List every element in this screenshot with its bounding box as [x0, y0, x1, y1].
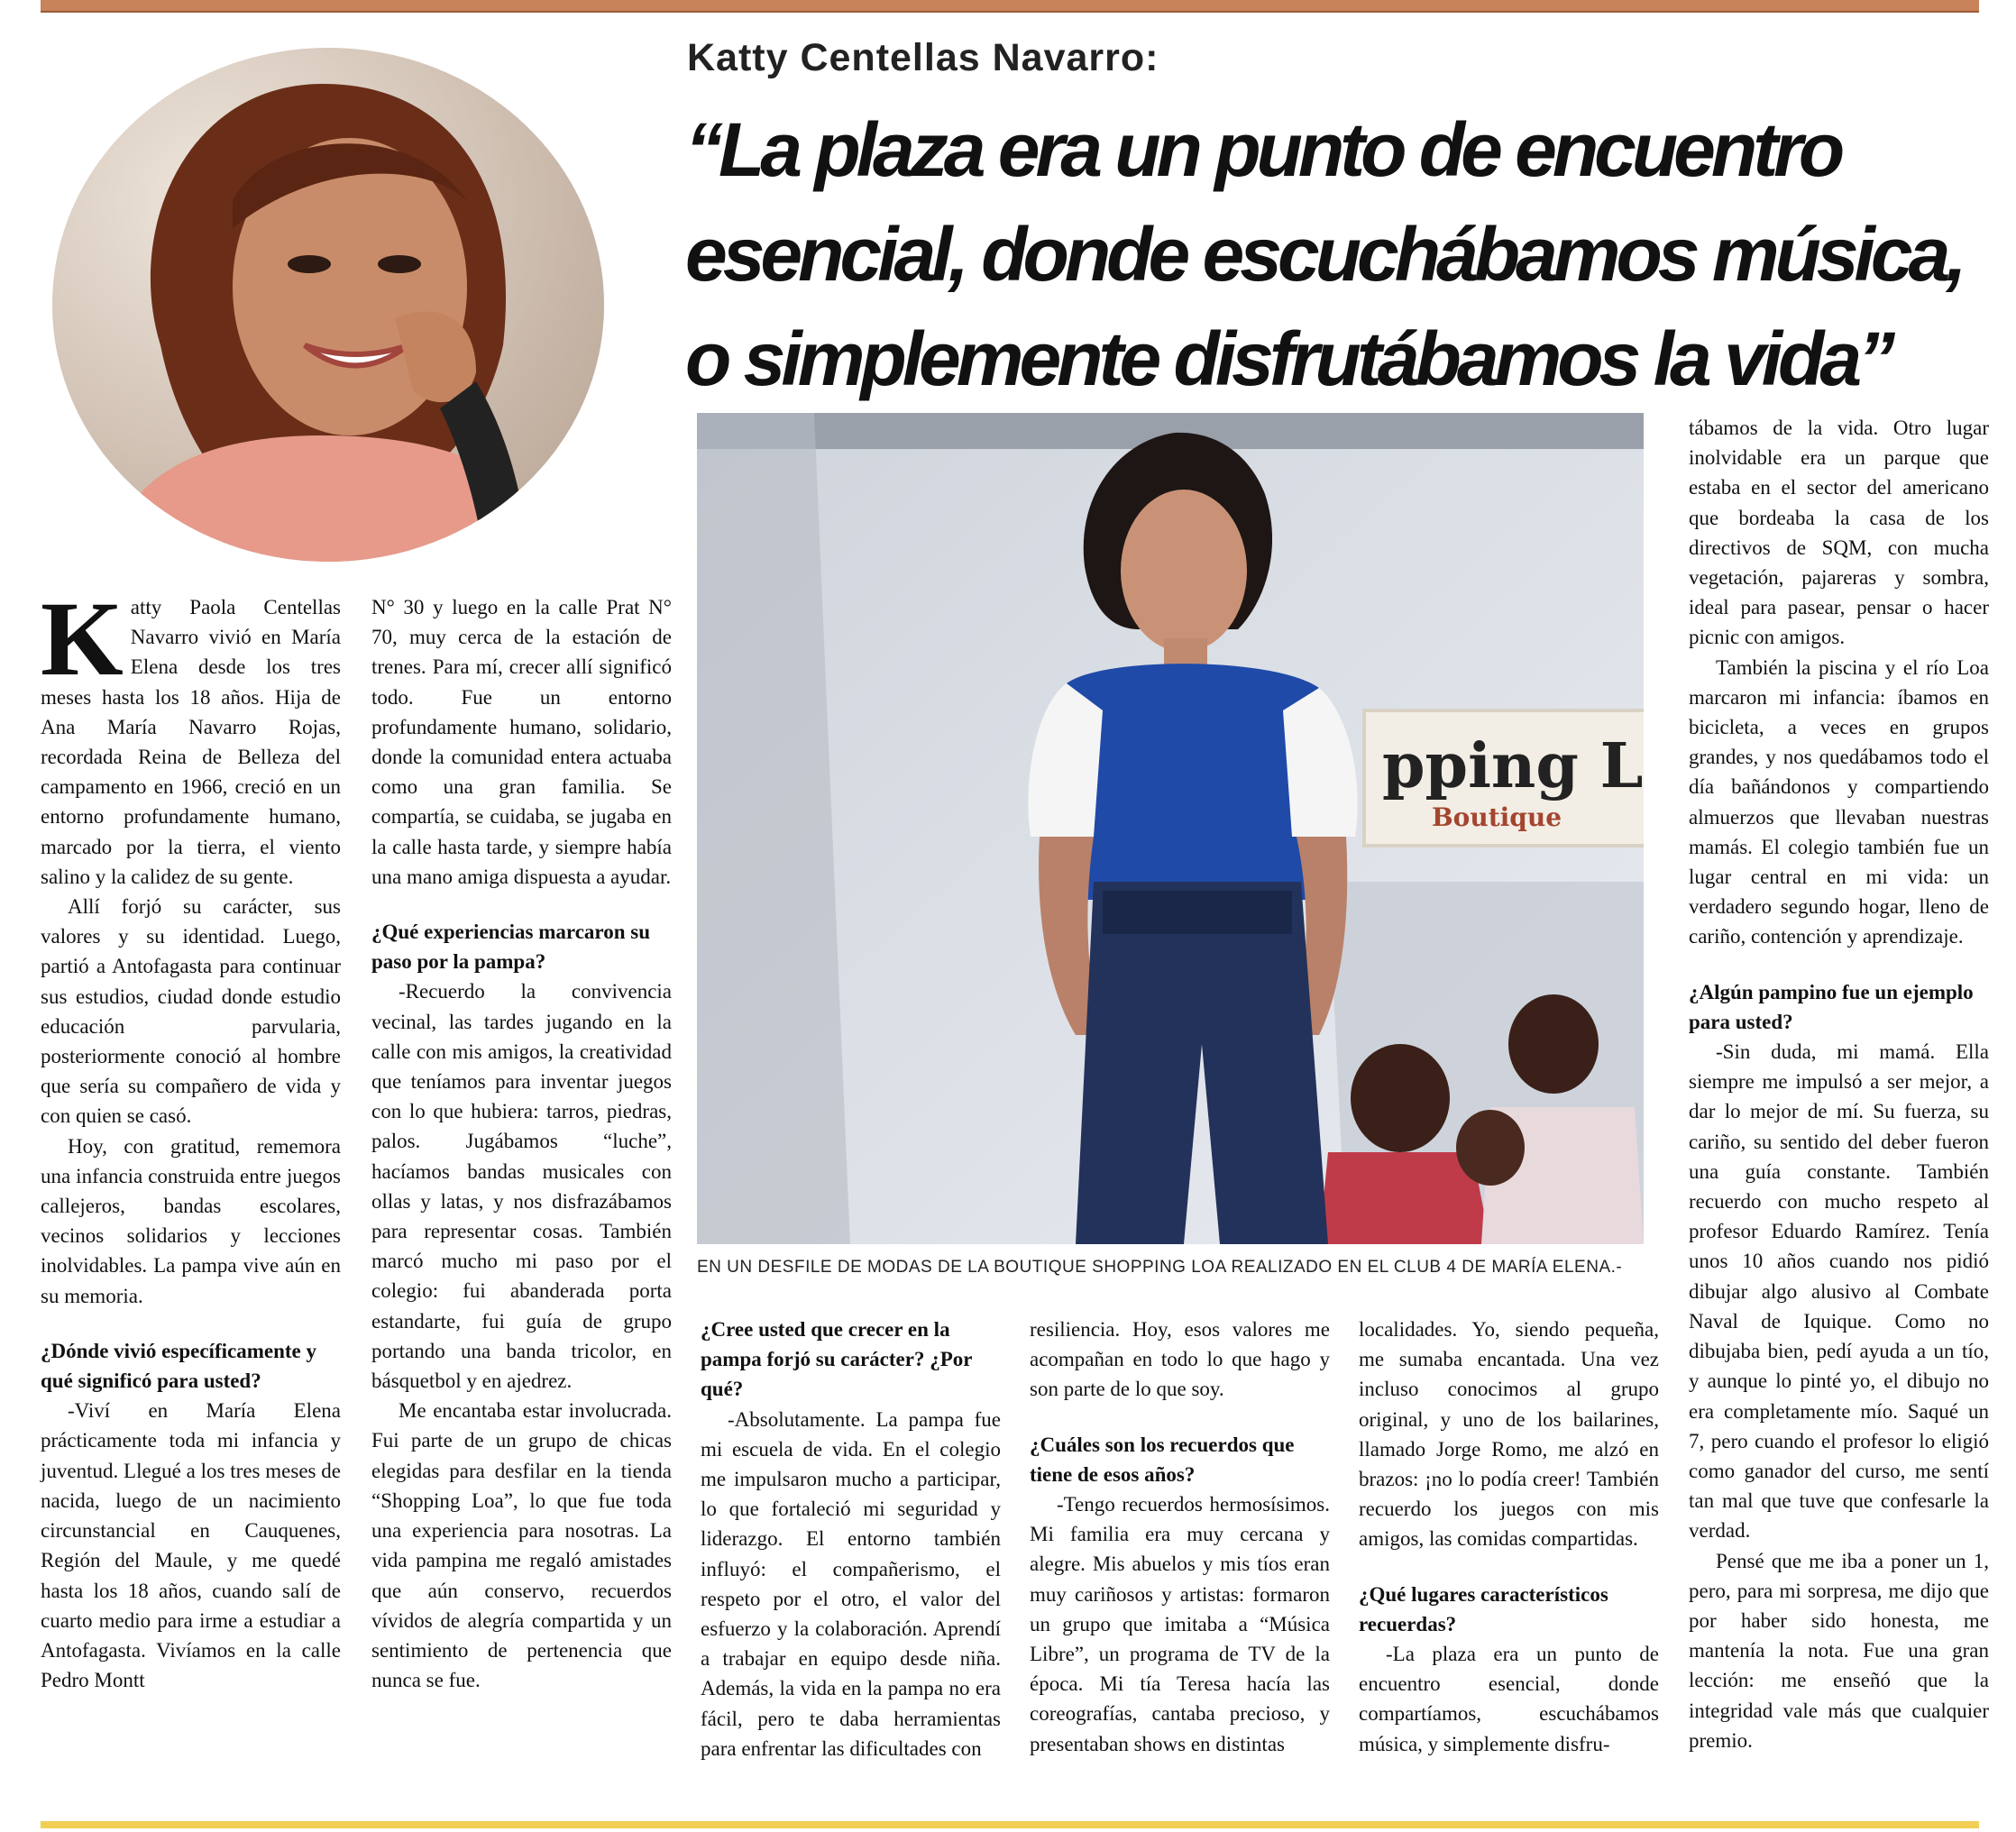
headline-line: o simplemente disfrutábamos la vida” — [685, 316, 1892, 401]
interview-answer: Me encantaba estar involucrada. Fui parte de un grupo de chicas elegidas para desfilar en la tienda “Shopping Loa”, lo que fue toda una experiencia para nosotras. La vida pampina me regaló amistades que aún conservo, recuerdos vívidos de alegría compartida y un sentimiento de pertenencia que nunca se fue. — [371, 1399, 672, 1692]
interview-answer: -Viví en María Elena prácticamente toda mi infancia y juventud. Llegué a los tres meses de nacida, luego de un nacimiento circunstancial en Cauquenes, Región del Maule, y me quedé hasta los 18 años, cuando salí de cuarto medio para irme a estudiar a Antofagasta. Vivíamos en la calle Pedro Montt — [41, 1399, 341, 1692]
article-column-5 — [1359, 1314, 1659, 1759]
interview-answer: -Sin duda, mi mamá. Ella siempre me impulsó a ser mejor, a dar lo mejor de mí. Su fuerza, su cariño, su sentido del deber fueron una guía constante. También recuerdo con mucho respeto al profesor Eduardo Ramírez. Tenía unos 10 años cuando nos pidió dibujar algo alusivo al Combate Naval de Iquique. Como no dibujaba bien, pedí ayuda a un tío, y aunque lo pinté yo, el dibujo no era completamente mío. Saqué un 7, pero cuando el profesor lo eligió como ganador del curso, me sentí tan mal que tuve que confesarle la verdad. — [1689, 1040, 1989, 1543]
boutique-sign-text: pping L — [1382, 730, 1644, 802]
top-color-strip — [41, 0, 1979, 13]
drop-cap: K — [41, 580, 124, 698]
article-column-2 — [371, 592, 672, 1695]
headline-kicker: Katty Centellas Navarro: — [687, 36, 1159, 79]
article-column-1 — [41, 580, 341, 1695]
interview-answer: resiliencia. Hoy, esos valores me acompañan en todo lo que hago y son parte de lo que soy. — [1030, 1318, 1330, 1401]
interview-answer: N° 30 y luego en la calle Prat N° 70, muy cerca de la estación de trenes. Para mí, crecer allí significó todo. Fue un entorno profundamente humano, solidario, donde la comunidad entera actuaba como una gran familia. Se compartía, se cuidaba, se jugaba en la calle hasta tarde, y siempre había una mano amiga dispuesta a ayudar. — [371, 596, 672, 888]
headline — [685, 97, 1984, 411]
intro-paragraph-text: atty Paola Centellas Navarro vivió en María Elena desde los tres meses hasta los 18 años. Hija de Ana María Navarro Rojas, recordada Reina de Belleza del campamento en 1966, creció en un entorno profundamente humano, marcado por la tierra, el viento salino y la calidez de su gente. — [41, 596, 341, 888]
portrait-photo — [52, 48, 604, 562]
headline-line: esencial, donde escuchábamos música, — [685, 212, 1963, 297]
paragraph: Hoy, con gratitud, rememora una infancia construida entre juegos callejeros, bandas escolares, vecinos solidarios y lecciones inolvidables. La pampa vive aún en su memoria. — [41, 1134, 341, 1307]
interview-answer: -Tengo recuerdos hermosísimos. Mi familia era muy cercana y alegre. Mis abuelos y mis tíos eran muy cariñosos y artistas: formaron un grupo que imitaba a “Música Libre”, un programa de TV de la época. Mi tía Teresa hacía las coreografías, cantaba precioso, y presentaban shows en distintas — [1030, 1493, 1330, 1755]
interview-answer: localidades. Yo, siendo pequeña, me sumaba encantada. Una vez incluso conocimos al grupo original, y uno de los bailarines, llamado Jorge Romo, me alzó en brazos: ¡no lo podía creer! También recuerdo los juegos con mis amigos, las comidas compartidas. — [1359, 1318, 1659, 1551]
interview-answer: También la piscina y el río Loa marcaron mi infancia: íbamos en bicicleta, a veces en grupos grandes, y nos quedábamos todo el día bañándonos y compartiendo almuerzos que llevaban nuestras mamás. El colegio también fue un lugar central en mi vida: un verdadero segundo hogar, lleno de cariño, contención y aprendizaje. — [1689, 655, 1989, 948]
headline-line: “La plaza era un punto de encuentro — [685, 107, 1841, 192]
boutique-sign-subtext: Boutique — [1432, 802, 1562, 832]
fashion-show-illustration — [697, 413, 1644, 1244]
paragraph: Allí forjó su carácter, sus valores y su identidad. Luego, partió a Antofagasta para continuar sus estudios, ciudad donde estudio educación parvularia, posteriormente conoció al hombre que sería su compañero de vida y con quien se casó. — [41, 895, 341, 1128]
interview-question: ¿Dónde vivió específicamente y qué significó para usted? — [41, 1339, 316, 1393]
interview-question: ¿Qué lugares característicos recuerdas? — [1359, 1582, 1608, 1635]
bottom-color-strip — [41, 1821, 1979, 1828]
article-column-4 — [1030, 1314, 1330, 1759]
photo-caption: EN UN DESFILE DE MODAS DE LA BOUTIQUE SHOPPING LOA REALIZADO EN EL CLUB 4 DE MARÍA ELENA.- — [697, 1258, 1623, 1277]
interview-question: ¿Cree usted que crecer en la pampa forjó su carácter? ¿Por qué? — [701, 1318, 973, 1401]
interview-answer: -Recuerdo la convivencia vecinal, las tardes jugando en la calle con mis amigos, la creatividad que teníamos para inventar juegos con lo que hubiera: tarros, piedras, palos. Jugábamos “luche”, hacíamos bandas musicales con ollas y latas, y nos disfrazábamos para representar cosas. También marcó mucho mi paso por el colegio: fui abanderada porta estandarte, fui guía de grupo portando una banda tricolor, en básquetbol y en ajedrez. — [371, 980, 672, 1393]
fashion-show-photo — [697, 413, 1644, 1244]
interview-question: ¿Cuáles son los recuerdos que tiene de esos años? — [1030, 1433, 1295, 1486]
interview-answer: -Absolutamente. La pampa fue mi escuela de vida. En el colegio me impulsaron mucho a participar, lo que fortaleció mi seguridad y liderazgo. El entorno también influyó: el compañerismo, el respeto por el otro, el valor del esfuerzo y la colaboración. Aprendí a trabajar en equipo desde niña. Además, la vida en la pampa no era fácil, pero te daba herramientas para enfrentar las dificultades con — [701, 1407, 1001, 1760]
intro-paragraph — [41, 580, 341, 892]
interview-answer: tábamos de la vida. Otro lugar inolvidable era un parque que estaba en el sector del americano que bordeaba la casa de los directivos de SQM, con mucha vegetación, pajareras y sombra, ideal para pasear, pensar o hacer picnic con amigos. — [1689, 417, 1989, 649]
article-column-6 — [1689, 413, 1989, 1755]
article-column-3 — [701, 1314, 1001, 1763]
interview-question: ¿Algún pampino fue un ejemplo para usted? — [1689, 980, 1974, 1033]
portrait-illustration — [52, 48, 604, 562]
interview-question: ¿Qué experiencias marcaron su paso por la pampa? — [371, 921, 650, 974]
interview-answer: Pensé que me iba a poner un 1, pero, para mi sorpresa, me dijo que por haber sido honesta, me mantenía la nota. Fue una gran lección: me enseñó que la integridad vale más que cualquier premio. — [1689, 1549, 1989, 1752]
interview-answer: -La plaza era un punto de encuentro esencial, donde compartíamos, escuchábamos música, y simplemente disfru- — [1359, 1643, 1659, 1755]
